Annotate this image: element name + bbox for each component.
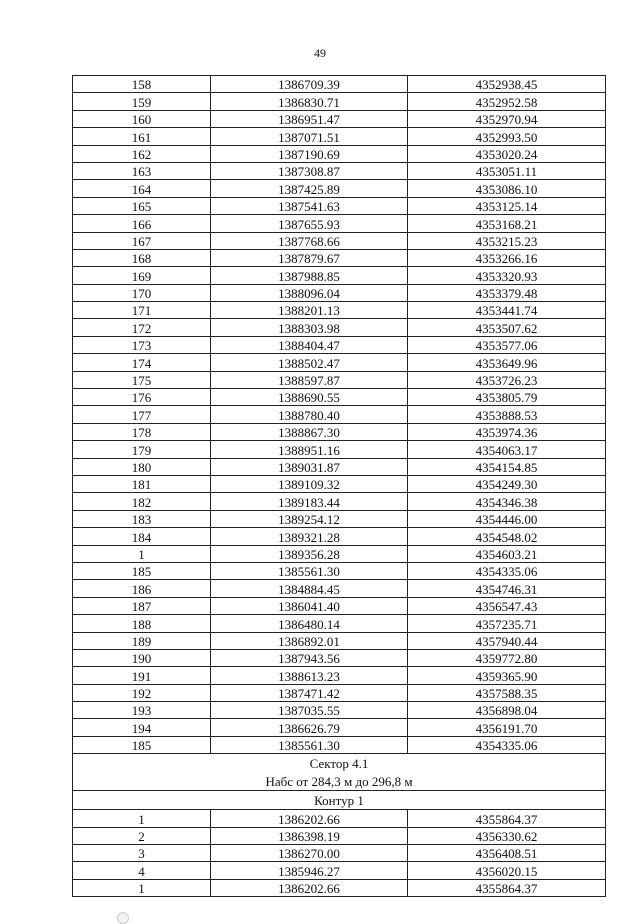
y-coordinate-cell: 4354335.06 bbox=[408, 562, 606, 579]
point-number-cell: 185 bbox=[73, 562, 211, 579]
y-coordinate-cell: 4353379.48 bbox=[408, 284, 606, 301]
y-coordinate-cell: 4354335.06 bbox=[408, 736, 606, 753]
point-number-cell: 160 bbox=[73, 110, 211, 127]
x-coordinate-cell: 1386041.40 bbox=[211, 597, 408, 614]
y-coordinate-cell: 4353577.06 bbox=[408, 336, 606, 353]
y-coordinate-cell: 4353805.79 bbox=[408, 389, 606, 406]
point-number-cell: 159 bbox=[73, 93, 211, 110]
point-number-cell: 169 bbox=[73, 267, 211, 284]
table-row bbox=[73, 423, 606, 440]
table-row bbox=[73, 719, 606, 736]
point-number-cell: 167 bbox=[73, 232, 211, 249]
x-coordinate-cell: 1388780.40 bbox=[211, 406, 408, 423]
table-row bbox=[73, 336, 606, 353]
point-number-cell: 189 bbox=[73, 632, 211, 649]
point-number-cell: 185 bbox=[73, 736, 211, 753]
x-coordinate-cell: 1389183.44 bbox=[211, 493, 408, 510]
x-coordinate-cell: 1387071.51 bbox=[211, 128, 408, 145]
y-coordinate-cell: 4353507.62 bbox=[408, 319, 606, 336]
table-row bbox=[73, 562, 606, 579]
table-row bbox=[73, 458, 606, 475]
x-coordinate-cell: 1385946.27 bbox=[211, 862, 408, 879]
table-row bbox=[73, 879, 606, 896]
y-coordinate-cell: 4359365.90 bbox=[408, 667, 606, 684]
point-number-cell: 190 bbox=[73, 649, 211, 666]
point-number-cell: 175 bbox=[73, 371, 211, 388]
y-coordinate-cell: 4354548.02 bbox=[408, 528, 606, 545]
point-number-cell: 179 bbox=[73, 441, 211, 458]
y-coordinate-cell: 4359772.80 bbox=[408, 649, 606, 666]
x-coordinate-cell: 1386892.01 bbox=[211, 632, 408, 649]
table-row bbox=[73, 110, 606, 127]
point-number-cell: 164 bbox=[73, 180, 211, 197]
y-coordinate-cell: 4354446.00 bbox=[408, 510, 606, 527]
y-coordinate-cell: 4357940.44 bbox=[408, 632, 606, 649]
y-coordinate-cell: 4353974.36 bbox=[408, 423, 606, 440]
y-coordinate-cell: 4356898.04 bbox=[408, 702, 606, 719]
x-coordinate-cell: 1386830.71 bbox=[211, 93, 408, 110]
x-coordinate-cell: 1386202.66 bbox=[211, 810, 408, 827]
point-number-cell: 171 bbox=[73, 302, 211, 319]
x-coordinate-cell: 1387988.85 bbox=[211, 267, 408, 284]
y-coordinate-cell: 4353215.23 bbox=[408, 232, 606, 249]
table-row bbox=[73, 493, 606, 510]
y-coordinate-cell: 4354603.21 bbox=[408, 545, 606, 562]
y-coordinate-cell: 4356191.70 bbox=[408, 719, 606, 736]
y-coordinate-cell: 4355864.37 bbox=[408, 810, 606, 827]
point-number-cell: 172 bbox=[73, 319, 211, 336]
x-coordinate-cell: 1386398.19 bbox=[211, 827, 408, 844]
table-row bbox=[73, 145, 606, 162]
y-coordinate-cell: 4354154.85 bbox=[408, 458, 606, 475]
point-number-cell: 177 bbox=[73, 406, 211, 423]
x-coordinate-cell: 1387425.89 bbox=[211, 180, 408, 197]
table-row bbox=[73, 215, 606, 232]
x-coordinate-cell: 1387879.67 bbox=[211, 249, 408, 266]
sector-height-range: Набс от 284,3 м до 296,8 м bbox=[73, 772, 606, 791]
table-row bbox=[73, 302, 606, 319]
y-coordinate-cell: 4356547.43 bbox=[408, 597, 606, 614]
y-coordinate-cell: 4352938.45 bbox=[408, 76, 606, 93]
table-row bbox=[73, 862, 606, 879]
point-number-cell: 181 bbox=[73, 475, 211, 492]
point-number-cell: 183 bbox=[73, 510, 211, 527]
x-coordinate-cell: 1387190.69 bbox=[211, 145, 408, 162]
table-row bbox=[73, 128, 606, 145]
sector-title: Сектор 4.1 bbox=[73, 754, 606, 773]
x-coordinate-cell: 1386480.14 bbox=[211, 615, 408, 632]
table-row bbox=[73, 371, 606, 388]
point-number-cell: 3 bbox=[73, 845, 211, 862]
table-row bbox=[73, 545, 606, 562]
y-coordinate-cell: 4352952.58 bbox=[408, 93, 606, 110]
table-row bbox=[73, 632, 606, 649]
x-coordinate-cell: 1389356.28 bbox=[211, 545, 408, 562]
table-row bbox=[73, 615, 606, 632]
x-coordinate-cell: 1387035.55 bbox=[211, 702, 408, 719]
point-number-cell: 1 bbox=[73, 879, 211, 896]
point-number-cell: 1 bbox=[73, 810, 211, 827]
x-coordinate-cell: 1386951.47 bbox=[211, 110, 408, 127]
x-coordinate-cell: 1388502.47 bbox=[211, 354, 408, 371]
table-row bbox=[73, 528, 606, 545]
x-coordinate-cell: 1387943.56 bbox=[211, 649, 408, 666]
y-coordinate-cell: 4353086.10 bbox=[408, 180, 606, 197]
point-number-cell: 173 bbox=[73, 336, 211, 353]
x-coordinate-cell: 1387471.42 bbox=[211, 684, 408, 701]
y-coordinate-cell: 4353125.14 bbox=[408, 197, 606, 214]
point-number-cell: 178 bbox=[73, 423, 211, 440]
y-coordinate-cell: 4356330.62 bbox=[408, 827, 606, 844]
x-coordinate-cell: 1389109.32 bbox=[211, 475, 408, 492]
y-coordinate-cell: 4354346.38 bbox=[408, 493, 606, 510]
point-number-cell: 194 bbox=[73, 719, 211, 736]
point-number-cell: 174 bbox=[73, 354, 211, 371]
point-number-cell: 184 bbox=[73, 528, 211, 545]
y-coordinate-cell: 4352970.94 bbox=[408, 110, 606, 127]
point-number-cell: 166 bbox=[73, 215, 211, 232]
x-coordinate-cell: 1388613.23 bbox=[211, 667, 408, 684]
y-coordinate-cell: 4357235.71 bbox=[408, 615, 606, 632]
table-row bbox=[73, 76, 606, 93]
x-coordinate-cell: 1384884.45 bbox=[211, 580, 408, 597]
point-number-cell: 170 bbox=[73, 284, 211, 301]
x-coordinate-cell: 1389321.28 bbox=[211, 528, 408, 545]
x-coordinate-cell: 1386709.39 bbox=[211, 76, 408, 93]
y-coordinate-cell: 4356020.15 bbox=[408, 862, 606, 879]
y-coordinate-cell: 4353168.21 bbox=[408, 215, 606, 232]
table-row bbox=[73, 667, 606, 684]
table-row bbox=[73, 736, 606, 753]
x-coordinate-cell: 1388096.04 bbox=[211, 284, 408, 301]
x-coordinate-cell: 1386202.66 bbox=[211, 879, 408, 896]
y-coordinate-cell: 4357588.35 bbox=[408, 684, 606, 701]
point-number-cell: 168 bbox=[73, 249, 211, 266]
table-row bbox=[73, 597, 606, 614]
x-coordinate-cell: 1388404.47 bbox=[211, 336, 408, 353]
x-coordinate-cell: 1388201.13 bbox=[211, 302, 408, 319]
table-row bbox=[73, 580, 606, 597]
point-number-cell: 161 bbox=[73, 128, 211, 145]
point-number-cell: 193 bbox=[73, 702, 211, 719]
table-row bbox=[73, 249, 606, 266]
x-coordinate-cell: 1387768.66 bbox=[211, 232, 408, 249]
point-number-cell: 186 bbox=[73, 580, 211, 597]
y-coordinate-cell: 4353649.96 bbox=[408, 354, 606, 371]
y-coordinate-cell: 4354063.17 bbox=[408, 441, 606, 458]
table-row bbox=[73, 93, 606, 110]
point-number-cell: 192 bbox=[73, 684, 211, 701]
x-coordinate-cell: 1387655.93 bbox=[211, 215, 408, 232]
point-number-cell: 163 bbox=[73, 162, 211, 179]
point-number-cell: 180 bbox=[73, 458, 211, 475]
table-row bbox=[73, 827, 606, 844]
x-coordinate-cell: 1387308.87 bbox=[211, 162, 408, 179]
table-row bbox=[73, 197, 606, 214]
table-row bbox=[73, 684, 606, 701]
y-coordinate-cell: 4353266.16 bbox=[408, 249, 606, 266]
y-coordinate-cell: 4354746.31 bbox=[408, 580, 606, 597]
point-number-cell: 187 bbox=[73, 597, 211, 614]
point-number-cell: 191 bbox=[73, 667, 211, 684]
x-coordinate-cell: 1389031.87 bbox=[211, 458, 408, 475]
point-number-cell: 2 bbox=[73, 827, 211, 844]
point-number-cell: 165 bbox=[73, 197, 211, 214]
y-coordinate-cell: 4354249.30 bbox=[408, 475, 606, 492]
point-number-cell: 1 bbox=[73, 545, 211, 562]
x-coordinate-cell: 1388867.30 bbox=[211, 423, 408, 440]
point-number-cell: 4 bbox=[73, 862, 211, 879]
x-coordinate-cell: 1385561.30 bbox=[211, 736, 408, 753]
table-row bbox=[73, 510, 606, 527]
y-coordinate-cell: 4353320.93 bbox=[408, 267, 606, 284]
table-row bbox=[73, 810, 606, 827]
y-coordinate-cell: 4353051.11 bbox=[408, 162, 606, 179]
page-number: 49 bbox=[314, 46, 326, 60]
coordinates-table-body-part2 bbox=[73, 810, 606, 897]
x-coordinate-cell: 1386626.79 bbox=[211, 719, 408, 736]
y-coordinate-cell: 4356408.51 bbox=[408, 845, 606, 862]
point-number-cell: 176 bbox=[73, 389, 211, 406]
table-row bbox=[73, 267, 606, 284]
point-number-cell: 158 bbox=[73, 76, 211, 93]
y-coordinate-cell: 4355864.37 bbox=[408, 879, 606, 896]
table-row bbox=[73, 649, 606, 666]
point-number-cell: 182 bbox=[73, 493, 211, 510]
coordinates-table bbox=[72, 75, 606, 897]
table-row bbox=[73, 180, 606, 197]
table-row bbox=[73, 845, 606, 862]
sector-header bbox=[73, 754, 606, 810]
contour-title: Контур 1 bbox=[73, 791, 606, 810]
table-row bbox=[73, 475, 606, 492]
y-coordinate-cell: 4353888.53 bbox=[408, 406, 606, 423]
x-coordinate-cell: 1388597.87 bbox=[211, 371, 408, 388]
x-coordinate-cell: 1387541.63 bbox=[211, 197, 408, 214]
point-number-cell: 188 bbox=[73, 615, 211, 632]
x-coordinate-cell: 1388690.55 bbox=[211, 389, 408, 406]
y-coordinate-cell: 4353726.23 bbox=[408, 371, 606, 388]
table-row bbox=[73, 232, 606, 249]
y-coordinate-cell: 4352993.50 bbox=[408, 128, 606, 145]
x-coordinate-cell: 1385561.30 bbox=[211, 562, 408, 579]
table-row bbox=[73, 702, 606, 719]
table-row bbox=[73, 389, 606, 406]
sector-height-row bbox=[73, 772, 606, 791]
coordinates-table-body-part1 bbox=[73, 76, 606, 754]
table-row bbox=[73, 284, 606, 301]
point-number-cell: 162 bbox=[73, 145, 211, 162]
table-row bbox=[73, 406, 606, 423]
table-row bbox=[73, 441, 606, 458]
y-coordinate-cell: 4353020.24 bbox=[408, 145, 606, 162]
x-coordinate-cell: 1386270.00 bbox=[211, 845, 408, 862]
binder-hole bbox=[117, 912, 129, 924]
y-coordinate-cell: 4353441.74 bbox=[408, 302, 606, 319]
sector-title-row bbox=[73, 754, 606, 773]
x-coordinate-cell: 1388951.16 bbox=[211, 441, 408, 458]
x-coordinate-cell: 1388303.98 bbox=[211, 319, 408, 336]
table-row bbox=[73, 319, 606, 336]
x-coordinate-cell: 1389254.12 bbox=[211, 510, 408, 527]
table-row bbox=[73, 162, 606, 179]
table-row bbox=[73, 354, 606, 371]
contour-title-row bbox=[73, 791, 606, 810]
